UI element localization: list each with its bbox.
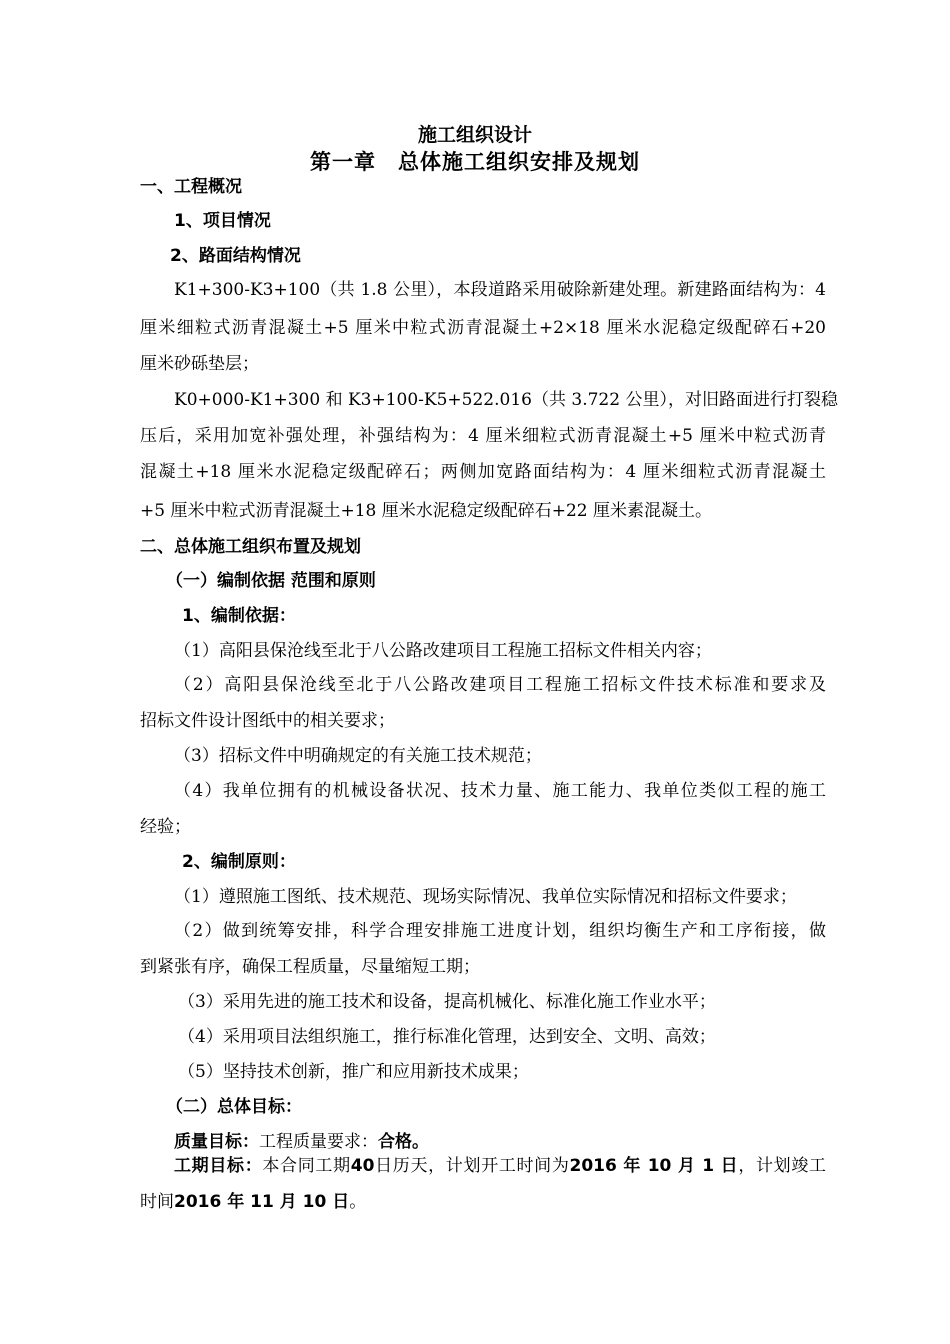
principle-item: （5）坚持技术创新，推广和应用新技术成果； bbox=[178, 1062, 529, 1082]
schedule-end-date: 2016 年 11 月 10 日 bbox=[174, 1192, 350, 1212]
principle-item: （4）采用项目法组织施工，推行标准化管理，达到安全、文明、高效； bbox=[178, 1027, 716, 1047]
schedule-start-date: 2016 年 10 月 1 日 bbox=[569, 1156, 739, 1176]
basis-item: （4）我单位拥有的机械设备状况、技术力量、施工能力、我单位类似工程的施工 bbox=[174, 781, 826, 801]
principle-item: 到紧张有序，确保工程质量，尽量缩短工期； bbox=[140, 957, 480, 977]
schedule-goal-text: 日历天，计划开工时间为 bbox=[374, 1156, 570, 1176]
document-title: 施工组织设计 bbox=[417, 124, 532, 146]
basis-item: 招标文件设计图纸中的相关要求； bbox=[140, 711, 395, 731]
paragraph-line: K0+000-K1+300 和 K3+100-K5+522.016（共 3.722 公里），对旧路面进行打裂稳 bbox=[174, 390, 838, 410]
schedule-goal-continued bbox=[140, 1191, 366, 1213]
principle-item: （3）采用先进的施工技术和设备，提高机械化、标准化施工作业水平； bbox=[178, 992, 716, 1012]
principle-item: （1）遵照施工图纸、技术规范、现场实际情况、我单位实际情况和招标文件要求； bbox=[174, 887, 797, 907]
schedule-goal-text: 本合同工期 bbox=[262, 1156, 351, 1176]
subsection-project-info: 1、项目情况 bbox=[174, 211, 271, 231]
paragraph-line: 厘米砂砾垫层； bbox=[140, 354, 259, 374]
paragraph-line: K1+300-K3+100（共 1.8 公里），本段道路采用破除新建处理。新建路面结构为：4 bbox=[174, 280, 826, 300]
schedule-days: 40 bbox=[350, 1156, 375, 1176]
subsection-overall-goals: （二）总体目标： bbox=[166, 1097, 302, 1117]
section-heading-1: 一、工程概况 bbox=[140, 177, 242, 197]
schedule-goal-label: 工期目标： bbox=[174, 1156, 263, 1176]
section-heading-2: 二、总体施工组织布置及规划 bbox=[140, 537, 361, 557]
basis-item: （2）高阳县保沧线至北于八公路改建项目工程施工招标文件技术标准和要求及 bbox=[174, 675, 826, 695]
paragraph-line: 厘米细粒式沥青混凝土+5 厘米中粒式沥青混凝土+2×18 厘米水泥稳定级配碎石+20 bbox=[140, 318, 826, 338]
basis-item: （3）招标文件中明确规定的有关施工技术规范； bbox=[174, 746, 542, 766]
schedule-goal-text: ，计划竣工 bbox=[738, 1156, 827, 1176]
chapter-heading: 第一章 总体施工组织安排及规划 bbox=[310, 150, 640, 174]
basis-item: （1）高阳县保沧线至北于八公路改建项目工程施工招标文件相关内容； bbox=[174, 641, 712, 661]
subsection-basis: 1、编制依据： bbox=[182, 606, 296, 626]
principle-item: （2）做到统筹安排，科学合理安排施工进度计划，组织均衡生产和工序衔接，做 bbox=[174, 921, 826, 941]
quality-goal-value: 合格。 bbox=[378, 1132, 429, 1152]
quality-goal bbox=[174, 1131, 429, 1153]
schedule-goal-text: 时间 bbox=[140, 1192, 174, 1212]
paragraph-line: 混凝土+18 厘米水泥稳定级配碎石；两侧加宽路面结构为：4 厘米细粒式沥青混凝土 bbox=[140, 462, 826, 482]
subsection-principles: 2、编制原则： bbox=[182, 852, 296, 872]
paragraph-line: +5 厘米中粒式沥青混凝土+18 厘米水泥稳定级配碎石+22 厘米素混凝土。 bbox=[140, 501, 713, 521]
basis-item: 经验； bbox=[140, 817, 191, 837]
schedule-goal bbox=[174, 1155, 826, 1177]
quality-goal-text: 工程质量要求： bbox=[259, 1132, 378, 1152]
subsection-basis-scope: （一）编制依据 范围和原则 bbox=[166, 571, 376, 591]
subsection-pavement-structure: 2、路面结构情况 bbox=[170, 246, 301, 266]
schedule-goal-text: 。 bbox=[349, 1192, 367, 1212]
quality-goal-label: 质量目标： bbox=[174, 1132, 259, 1152]
paragraph-line: 压后，采用加宽补强处理，补强结构为：4 厘米细粒式沥青混凝土+5 厘米中粒式沥青 bbox=[140, 426, 826, 446]
